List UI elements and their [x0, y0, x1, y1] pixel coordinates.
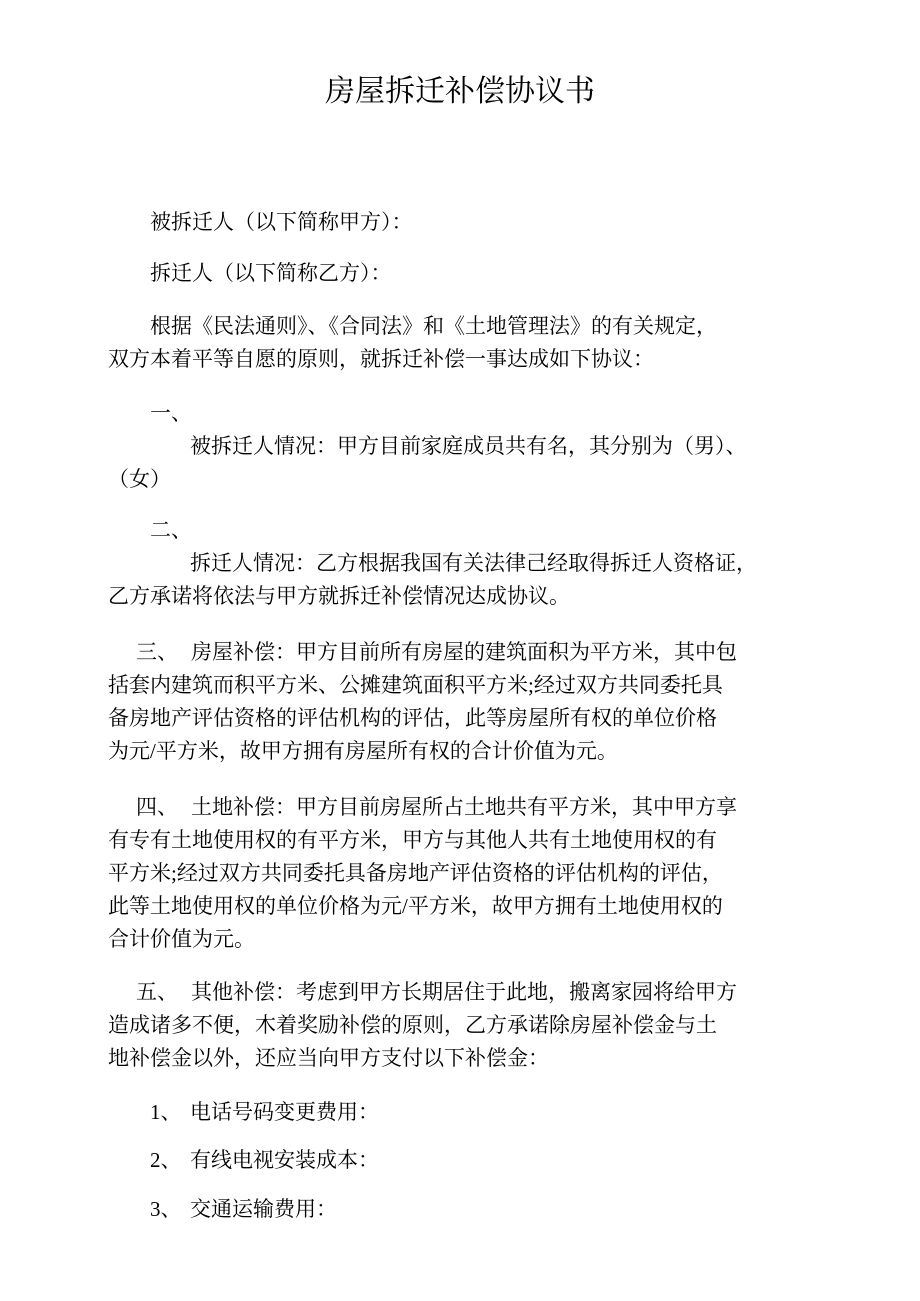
list-item-line — [108, 1193, 920, 1226]
section-line: （女） — [108, 467, 171, 491]
section-number: 五、 — [136, 980, 178, 1004]
section-line: 土地补偿：甲方目前房屋所占土地共有平方米，其中甲方享 — [191, 795, 737, 819]
section-line: 被拆迁人情况：甲方目前家庭成员共有名，其分别为（男）、 — [190, 434, 747, 458]
section-number: 四、 — [136, 795, 178, 819]
section-line: 乙方承诺将依法与甲方就拆迁补偿情况达成协议。 — [108, 584, 570, 608]
list-item-2 — [108, 1144, 920, 1177]
list-item-line — [108, 1096, 920, 1129]
section-line: 地补偿金以外，还应当向甲方支付以下补偿金： — [108, 1046, 549, 1070]
party-a-line: 被拆迁人（以下简称甲方）： — [150, 210, 413, 234]
item-label: 有线电视安装成本： — [190, 1148, 379, 1172]
section-first-line — [108, 636, 920, 669]
section-line: 拆迁人情况：乙方根据我国有关法律己经取得拆迁人资格证， — [190, 551, 757, 575]
item-number: 2、 — [150, 1148, 182, 1172]
section-first-line — [108, 791, 920, 824]
section-line: 合计价值为元。 — [108, 927, 255, 951]
page-title: 房屋拆迁补偿协议书 — [325, 75, 595, 108]
section-first-line — [108, 976, 920, 1009]
list-item-1 — [108, 1096, 920, 1129]
section-2 — [108, 514, 920, 613]
section-line: 此等土地使用权的单位价格为元/平方米，故甲方拥有土地使用权的 — [108, 894, 723, 918]
item-number: 3、 — [150, 1197, 182, 1221]
list-item-line — [108, 1144, 920, 1177]
section-line: 备房地产评估资格的评估机构的评估，此等房屋所有权的单位价格 — [108, 706, 717, 730]
section-number: 三、 — [136, 640, 178, 664]
section-5 — [108, 976, 920, 1075]
party-b-line: 拆迁人（以下简称乙方）： — [150, 261, 392, 285]
paragraph-preamble — [108, 310, 920, 376]
item-label: 交通运输费用： — [190, 1197, 337, 1221]
section-line: 为元/平方米，故甲方拥有房屋所有权的合计价值为元。 — [108, 739, 618, 763]
section-line: 房屋补偿：甲方目前所有房屋的建筑面积为平方米，其中包 — [191, 640, 737, 664]
paragraph-party-b — [108, 257, 920, 290]
section-line: 其他补偿：考虑到甲方长期居住于此地，搬离家园将给甲方 — [191, 980, 737, 1004]
item-label: 电话号码变更费用： — [190, 1100, 379, 1124]
section-line: 有专有土地使用权的有平方米，甲方与其他人共有土地使用权的有 — [108, 828, 717, 852]
section-4 — [108, 791, 920, 956]
section-line: 造成诸多不便，木着奖励补偿的原则，乙方承诺除房屋补偿金与土 — [108, 1013, 717, 1037]
section-line: 括套内建筑而积平方米、公摊建筑面积平方米;经过双方共同委托具 — [108, 673, 723, 697]
section-number: 二、 — [150, 518, 192, 542]
preamble-line: 根据《民法通则》、《合同法》和《土地管理法》的有关规定， — [150, 314, 717, 338]
paragraph-party-a — [108, 206, 920, 239]
list-item-3 — [108, 1193, 920, 1226]
section-line: 平方米;经过双方共同委托具备房地产评估资格的评估机构的评估， — [108, 861, 723, 885]
section-number: 一、 — [150, 401, 192, 425]
item-number: 1、 — [150, 1100, 182, 1124]
section-3 — [108, 636, 920, 768]
preamble-line: 双方本着平等自愿的原则，就拆迁补偿一事达成如下协议： — [108, 347, 654, 371]
section-1 — [108, 397, 920, 496]
